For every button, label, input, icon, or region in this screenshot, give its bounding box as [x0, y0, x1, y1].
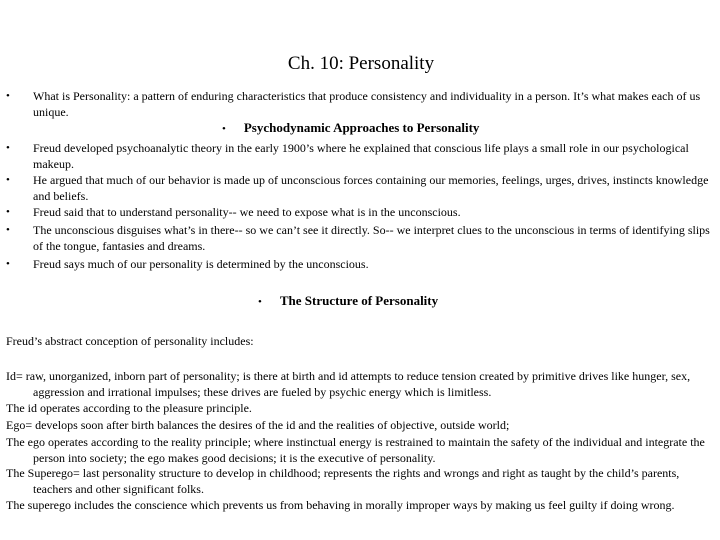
list-item-text: The unconscious disguises what’s in there-- so we can’t see it directly. So-- we interpret clues to the unconscious in terms of identifying slips of the tongue, fantasies and dreams. [33, 223, 710, 253]
bullet-icon: • [6, 258, 10, 270]
list-item-text: Freud says much of our personality is determined by the unconscious. [33, 257, 369, 271]
bullet-icon: • [222, 123, 226, 135]
bullet-icon: • [6, 142, 10, 154]
structure-intro: Freud’s abstract conception of personality includes: [6, 334, 254, 348]
paragraph-id-principle: The id operates according to the pleasure principle. [6, 401, 252, 415]
bullet-icon: • [6, 206, 10, 218]
page-title: Ch. 10: Personality [287, 53, 435, 74]
intro-text: What is Personality: a pattern of enduring characteristics that produce consistency and individuality in a person. It’s what makes each of us unique. [33, 89, 701, 119]
paragraph-conscience: The superego includes the conscience which prevents us from behaving in morally improper ways by making us feel guilty if doing wrong. [6, 498, 675, 512]
list-item-text: He argued that much of our behavior is made up of unconscious forces containing our memories, feelings, urges, drives, instincts knowledge and beliefs. [33, 173, 709, 203]
section-heading-psychodynamic: • Psychodynamic Approaches to Personality [222, 120, 480, 135]
list-item-text: Freud developed psychoanalytic theory in the early 1900’s where he explained that conscious life plays a small role in our psychological makeup. [33, 141, 689, 171]
bullet-icon: • [258, 296, 262, 308]
paragraph-ego-principle: The ego operates according to the reality principle; where instinctual energy is restrained to maintain the safety of the individual and integrate the person into society; the ego makes good decisions; it is the executive of personality. [6, 435, 705, 465]
bullet-icon: • [6, 224, 10, 236]
paragraph-id: Id= raw, unorganized, inborn part of personality; is there at birth and id attempts to reduce tension created by primitive drives like hunger, sex, aggression and irrational impulses; these drives are fueled by psychic energy which is limitless. [6, 369, 691, 399]
paragraph-ego: Ego= develops soon after birth balances the desires of the id and the realities of objective, outside world; [6, 418, 510, 432]
bullet-icon: • [6, 174, 10, 186]
list-item-text: Freud said that to understand personality-- we need to expose what is in the unconscious. [33, 205, 461, 219]
paragraph-superego: The Superego= last personality structure to develop in childhood; represents the rights and wrongs and right as taught by the child’s parents, teachers and other significant folks. [6, 466, 680, 496]
section-heading-structure: • The Structure of Personality [258, 293, 439, 308]
bullet-icon: • [6, 90, 10, 102]
